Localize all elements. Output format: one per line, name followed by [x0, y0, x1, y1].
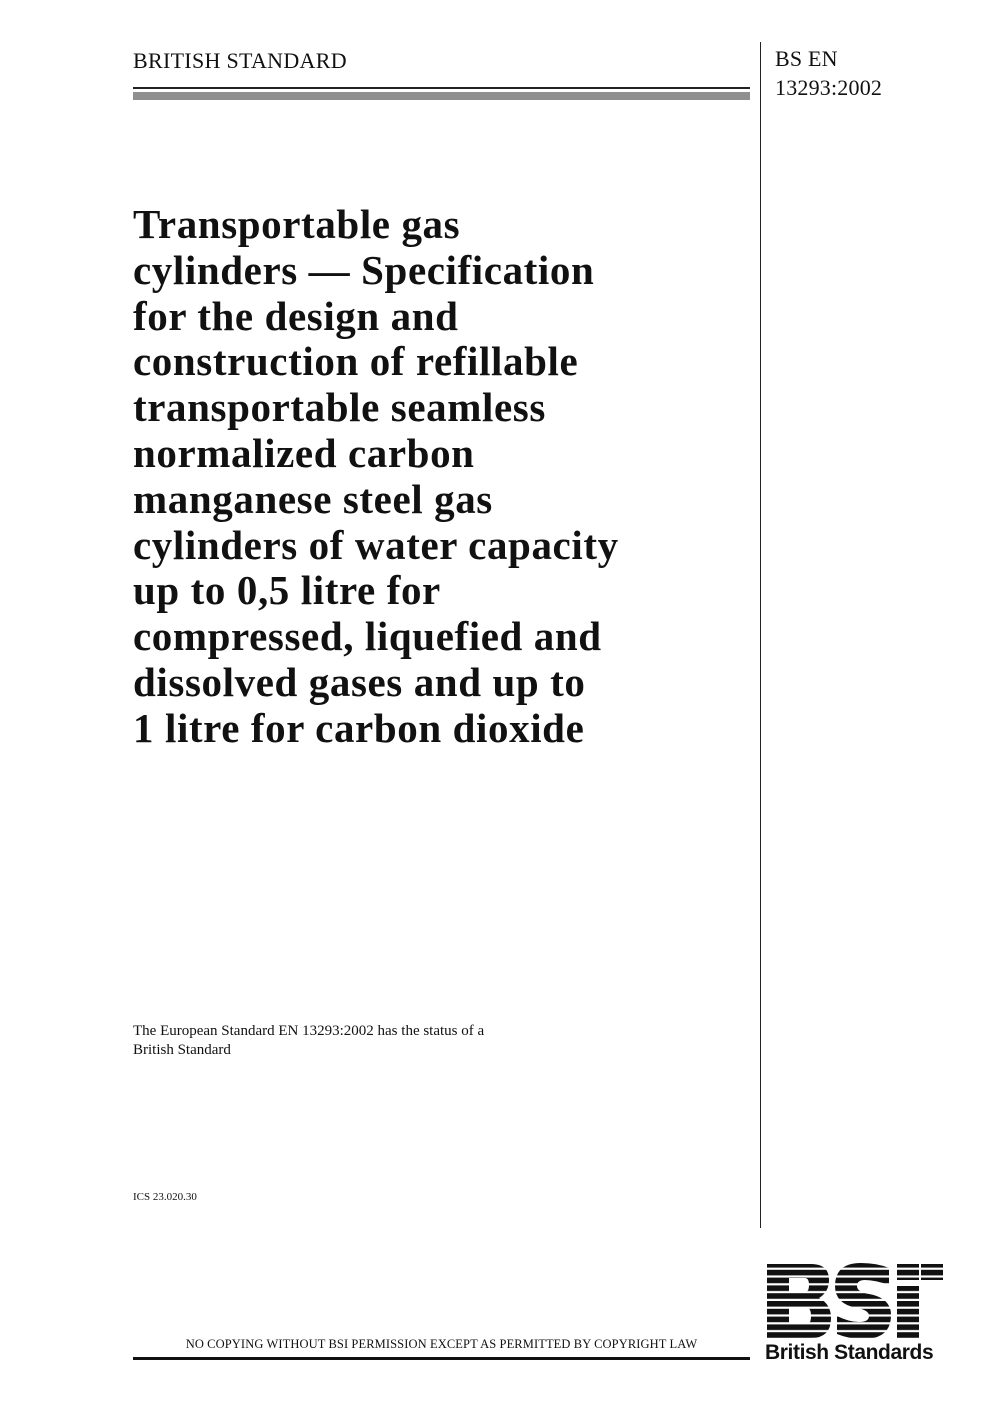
document-class-label: BRITISH STANDARD: [133, 48, 347, 73]
standard-number-line2: 13293:2002: [775, 75, 883, 100]
status-note-line1: The European Standard EN 13293:2002 has the status of a: [133, 1023, 485, 1039]
title-line: normalized carbon: [133, 429, 475, 476]
header-rule-thick: [133, 92, 750, 100]
title-line: 1 litre for carbon dioxide: [133, 704, 585, 751]
title-line: Transportable gas: [133, 201, 461, 247]
footer-rule: [133, 1357, 750, 1360]
title-line: construction of refillable: [133, 338, 579, 385]
title-line: up to 0,5 litre for: [133, 567, 441, 614]
bsi-logo: [765, 1262, 945, 1372]
title-line: cylinders — Specification: [133, 246, 595, 293]
standard-number: [775, 44, 882, 102]
ics-code: ICS 23.020.30: [133, 1191, 197, 1203]
title-line: transportable seamless: [133, 384, 546, 431]
vertical-divider: [760, 42, 761, 1228]
status-note-line2: British Standard: [133, 1042, 231, 1058]
bsi-wordmark-icon: [765, 1262, 945, 1340]
bsi-caption: British Standards: [765, 1341, 934, 1364]
title-line: for the design and: [133, 292, 459, 339]
header-rule-thin: [133, 87, 750, 89]
title-line: compressed, liquefied and: [133, 613, 602, 660]
title-line: dissolved gases and up to: [133, 658, 586, 705]
title-line: cylinders of water capacity: [133, 521, 619, 568]
document-title: [133, 202, 753, 752]
title-line: manganese steel gas: [133, 475, 493, 522]
standard-number-line1: BS EN: [775, 46, 838, 71]
copyright-notice: NO COPYING WITHOUT BSI PERMISSION EXCEPT AS PERMITTED BY COPYRIGHT LAW: [185, 1337, 698, 1351]
status-note: [133, 1022, 633, 1060]
